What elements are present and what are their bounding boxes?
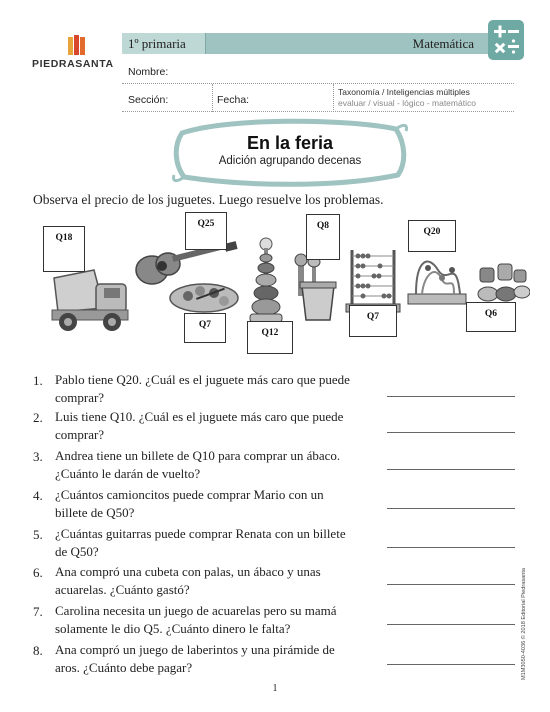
section-label: Sección: <box>128 94 169 106</box>
answer-line[interactable] <box>387 396 515 397</box>
question-line: billete de Q50? <box>55 505 135 520</box>
question-number: 5. <box>33 527 43 542</box>
answer-line[interactable] <box>387 432 515 433</box>
question-number: 7. <box>33 604 43 619</box>
taxonomy-values: evaluar / visual - lógico - matemático <box>338 98 476 108</box>
price-ring-pyramid: Q12 <box>247 321 293 354</box>
side-code <box>517 548 529 680</box>
section-line <box>122 111 514 112</box>
name-label: Nombre: <box>128 66 169 78</box>
answer-line[interactable] <box>387 664 515 665</box>
answer-line[interactable] <box>387 508 515 509</box>
question-line: acuarelas. ¿Cuánto gastó? <box>55 582 190 597</box>
question-3 <box>55 447 375 483</box>
price-truck: Q18 <box>43 226 85 272</box>
question-number: 2. <box>33 410 43 425</box>
question-line: ¿Cuántas guitarras puede comprar Renata con un billete <box>55 526 346 541</box>
price-watercolors: Q7 <box>184 313 226 343</box>
question-line: de Q50? <box>55 544 99 559</box>
watercolors-toy <box>170 284 238 312</box>
price-bucket: Q8 <box>306 214 340 260</box>
answer-line[interactable] <box>387 624 515 625</box>
question-1 <box>55 371 375 407</box>
price-clay: Q6 <box>466 302 516 332</box>
grade-label: 1º primaria <box>128 36 186 51</box>
question-line: Pablo tiene Q20. ¿Cuál es el juguete más caro que puede <box>55 372 350 387</box>
page-title: En la feria <box>246 133 334 153</box>
question-5 <box>55 525 375 561</box>
answer-line[interactable] <box>387 547 515 548</box>
question-line: comprar? <box>55 427 105 442</box>
question-line: aros. ¿Cuánto debe pagar? <box>55 660 193 675</box>
answer-line[interactable] <box>387 584 515 585</box>
abacus-toy <box>346 250 400 312</box>
date-label: Fecha: <box>217 94 250 106</box>
side-code-text: M1M3050-4036 © 2018 Editorial Piedrasanta <box>521 567 527 680</box>
question-2 <box>55 408 375 444</box>
truck-toy <box>52 270 128 331</box>
brand-name: PIEDRASANTA <box>32 58 114 70</box>
question-7 <box>55 602 375 638</box>
bucket-toy <box>295 254 336 320</box>
question-8 <box>55 641 375 677</box>
price-abacus: Q7 <box>349 305 397 337</box>
answer-line[interactable] <box>387 469 515 470</box>
question-number: 8. <box>33 643 43 658</box>
question-line: ¿Cuántos camioncitos puede comprar Mario con un <box>55 487 324 502</box>
play-clay-toy <box>478 264 530 301</box>
question-line: Luis tiene Q10. ¿Cuál es el juguete más caro que puede <box>55 409 344 424</box>
ring-pyramid-toy <box>250 238 282 322</box>
question-line: ¿Cuánto le darán de vuelto? <box>55 466 201 481</box>
question-number: 3. <box>33 449 43 464</box>
instruction: Observa el precio de los juguetes. Luego resuelve los problemas. <box>33 192 384 207</box>
subject-label: Matemática <box>412 36 474 51</box>
price-maze: Q20 <box>408 220 456 252</box>
price-guitar: Q25 <box>185 212 227 250</box>
question-number: 4. <box>33 488 43 503</box>
divider-2 <box>333 84 334 112</box>
math-operations-icon <box>488 20 524 60</box>
page-number: 1 <box>272 683 278 694</box>
bead-maze-toy <box>408 262 466 304</box>
question-line: comprar? <box>55 390 105 405</box>
question-line: Carolina necesita un juego de acuarelas pero su mamá <box>55 603 337 618</box>
question-line: solamente le dio Q5. ¿Cuánto dinero le falta? <box>55 621 291 636</box>
taxonomy-label: Taxonomía / Inteligencias múltiples <box>338 87 470 97</box>
piedrasanta-logo-icon <box>65 33 89 57</box>
question-6 <box>55 563 375 599</box>
divider-1 <box>212 84 213 112</box>
question-line: Andrea tiene un billete de Q10 para comprar un ábaco. <box>55 448 341 463</box>
page-subtitle: Adición agrupando decenas <box>218 155 362 167</box>
question-4 <box>55 486 375 522</box>
name-line <box>122 83 514 84</box>
question-line: Ana compró una cubeta con palas, un ábaco y unas <box>55 564 321 579</box>
question-line: Ana compró un juego de laberintos y una pirámide de <box>55 642 335 657</box>
question-number: 1. <box>33 373 43 388</box>
question-number: 6. <box>33 565 43 580</box>
